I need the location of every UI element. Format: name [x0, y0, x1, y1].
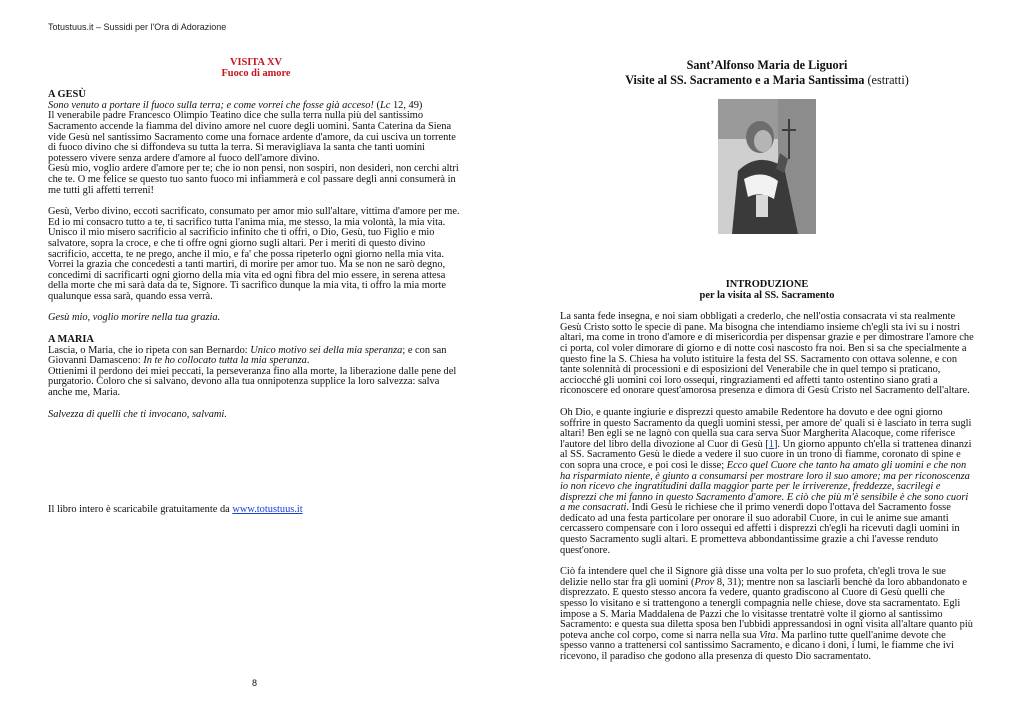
prayer-line: Salvezza di quelli che ti invocano, salvami. [48, 408, 227, 420]
intro-subtitle: per la visita al SS. Sacramento [699, 289, 835, 301]
right-column [560, 58, 974, 663]
a-maria-heading: A MARIA [48, 334, 94, 346]
work-note: (estratti) [864, 73, 909, 87]
a-gesu-heading: A GESÙ [48, 89, 86, 101]
paragraph-1: Il venerabile padre Francesco Olimpio Teatino dice che sulla terra nulla più del santissimo Sacramento accende la fiamma del divino amore nel cuore degli uomini. Santa Caterina da Siena vide Gesù nel santissimo Sacramento come una fornace ardente d'amore, da cui usciva un torrente di fuoco divino che si diffondeva su tutta la terra. Si meravigliava la santa che tanti uomini potessero vivere senza ardere d'amore al fuoco dell'amore divino. [48, 110, 456, 164]
r3-text: Ciò fa intendere quel che il Signore già disse una volta per lo suo profeta, ch'egli trova le sue delizie nello star fra gli uomini ( [560, 566, 946, 588]
r3-text: . Ma parlino tutte quell'anime devote che spesso vanno a trattenersi col santissimo Sacramento, e dicano i doni, i lumi, le fiamme che ivi ricevono, il paradiso che godono alla presenza di questo Dio sacramentato. [560, 629, 954, 662]
spacer [48, 420, 464, 505]
scripture-quote: Sono venuto a portare il fuoco sulla terra; e come vorrei che fosse già acceso! [48, 99, 374, 111]
maria-paragraph-1 [48, 346, 464, 367]
download-note [48, 505, 464, 516]
m1-text: . [306, 355, 310, 367]
m1-quote: Unico motivo sei della mia speranza [250, 344, 403, 356]
left-column [48, 58, 464, 516]
work-title-line [560, 73, 974, 88]
maria-paragraph-2: Ottienimi il perdono dei miei peccati, la perseveranza fino alla morte, la liberazione dalle pene del purgatorio. Coloro che si salvano, devono alla tua onnipotenza supplice la loro salvezza: salva anche me, Maria. [48, 365, 457, 399]
ref-book: Lc [379, 99, 391, 111]
spacer [560, 234, 974, 280]
portrait-illustration [718, 99, 816, 234]
footnote-link[interactable]: 1 [768, 438, 774, 450]
visit-title: VISITA XV [229, 57, 283, 68]
download-text: Il libro intero è scaricabile gratuitamente da [48, 504, 233, 516]
work-title: Visite al SS. Sacramento e a Maria Santissima [625, 73, 865, 87]
r3-text: 8, 31); mentre non sa lasciarli benchè da loro abbandonato e disprezzato. E questo stesso ancora fa vedere, quanto gradiscono al Cuore di Gesù quelli che spesso lo visitano e si trattengono a tenergli compagnia nelle chiese, dove sta sacramentato. Egli impose a S. Maria Maddalena de Pazzi che lo visitasse trentatrè volte il giorno al santissimo Sacramento: e questa sua diletta sposa ben l'ubbidì appressandosi in ogni visita all'altare quanto più poteva anche col corpo, come si narra nella sua [560, 576, 973, 641]
paragraph-3: Gesù, Verbo divino, eccoti sacrificato, consumato per amor mio sull'altare, vittima d'amore per me. Ed io mi consacro tutto a te, ti sacrifico tutta l'anima mia, me stesso, la mia volontà, la mia vita. Unisco il mio misero sacrificio al sacrificio infinito che ti offri, o Dio, Gesù, tuo Figlio e mio salvatore, sopra la croce, e che ti offre ogni giorno sugli altari. Per i meriti di questo divino sacrificio, accetta, te ne prego, anche il mio, e fa' che possa ripeterlo ogni giorno nella mia vita. Vorrei la grazia che concedesti a tanti martiri, di morire per amor tuo. Ma se non ne sarò degno, concedimi di sacrificarti ogni giorno della mia vita ed ogni fibra del mio essere, in serena attesa della morte che mi sarà data da te, Signore. Ti sacrifico dunque la mia vita, ti offro la mia morte qualunque essa sarà, quando essa verrà. [48, 206, 460, 302]
saint-portrait-image [718, 99, 816, 234]
paragraph-2: Gesù mio, voglio ardere d'amore per te; che io non pensi, non sospiri, non desideri, non cerchi altri che te. O me felice se questo tuo santo fuoco mi infiammerà e col passare degli anni consumerà in me tutti gli affetti terreni! [48, 163, 459, 196]
page-number: 8 [252, 678, 258, 688]
prayer-line: Gesù mio, voglio morire nella tua grazia. [48, 312, 221, 324]
m1-text: Lascia, o Maria, che io ripeta con san Bernardo: [48, 344, 251, 356]
maria-paragraph-3 [48, 410, 464, 421]
r3-ref: Prov [694, 576, 715, 588]
r2-quote: Ecco quel Cuore che tanto ha amato gli uomini e che non ha risparmiato niente, è giunto a consumarsi per mostrare loro il suo amore; ma per riconoscenza io non ricevo che ingratitudini dalla maggior parte per le irriverenze, freddezze, sacrilegi e disprezzi che mi fanno in questo Sacramento d'amore. E ciò che più m'è sensibile è che sono cuori a me consacrati [560, 459, 970, 514]
r2-text: Oh Dio, e quante ingiurie e disprezzi questo amabile Redentore ha dovuto e dee ogni giorno soffrire in questo Sacramento da quegli uomini stessi, per amore de' quali si è lasciato in terra sugli altari! Ben egli se ne lagnò con quella sua cara serva Suor Margherita Alacoque, come riferisce l'autore del libro della divozione al Cuor di Gesù [ [560, 406, 972, 450]
m1-text: ; e con san Giovanni Damasceno: [48, 344, 447, 367]
spacer [48, 79, 464, 90]
right-paragraph-1: La santa fede insegna, e noi siam obbligati a crederlo, che nell'ostia consacrata vi sta realmente Gesù Cristo sotto le specie di pane. Ma bisogna che intendiamo insieme ch'egli sta ivi su i nostri altari, ma come in trono d'amore e di misericordia per dispensar grazie e per dimostrare l'amore che ci porta, col voler dimorare di giorno e di notte così nascosto fra noi. Ben si sa che specialmente a questo fine la S. Chiesa ha voluto istituire la festa del SS. Sacramento con ottava solenne, e con tante solennità di processioni e di esposizioni del Venerabile che in quel tempo si praticano, acciocché gli uomini coi loro ossequi, ringraziamenti ed affetti tanto ostentino siano grati a riconoscere ed onorare quest'amorosa presenza e dimora di Gesù Cristo nel Sacramento dell'altare. [560, 311, 974, 397]
r2-text: . Indi Gesù le richiese che il primo venerdì dopo l'ottava del Sacramento fosse dedicato ad una festa particolare per onorare il suo adorabil Cuore, in cui le anime sue amanti cercassero compensare con i loro ossequi ed affetti i disprezzi ch'egli ha ricevuti dagli uomini in questo Sacramento sugli altari. E prometteva abbondantissime grazie a chi l'avesse renduto quest'onore. [560, 502, 960, 556]
ref-rest: 12, 49) [390, 99, 423, 111]
ref-open: ( [373, 99, 380, 111]
spacer [48, 324, 464, 335]
author-title: Sant’Alfonso Maria de Liguori [686, 58, 848, 72]
right-paragraph-2 [560, 408, 974, 556]
r3-vita: Vita [759, 629, 776, 641]
download-link[interactable]: www.totustuus.it [232, 504, 303, 516]
right-paragraph-3 [560, 567, 974, 662]
intro-title: INTRODUZIONE [725, 279, 809, 290]
m1-quote: In te ho collocato tutta la mia speranza [143, 355, 307, 367]
page-header: Totustuus.it – Sussidi per l'Ora di Adorazione [48, 22, 227, 32]
paragraph-4 [48, 313, 464, 324]
visit-subtitle: Fuoco di amore [221, 67, 291, 79]
r2-text: ]. Un giorno appunto ch'ella si trattenea dinanzi al SS. Sacramento Gesù le diede a vedere il suo cuore in un trono di fiamme, coronato di spine e con sopra una croce, e poi così le disse; [560, 438, 972, 471]
